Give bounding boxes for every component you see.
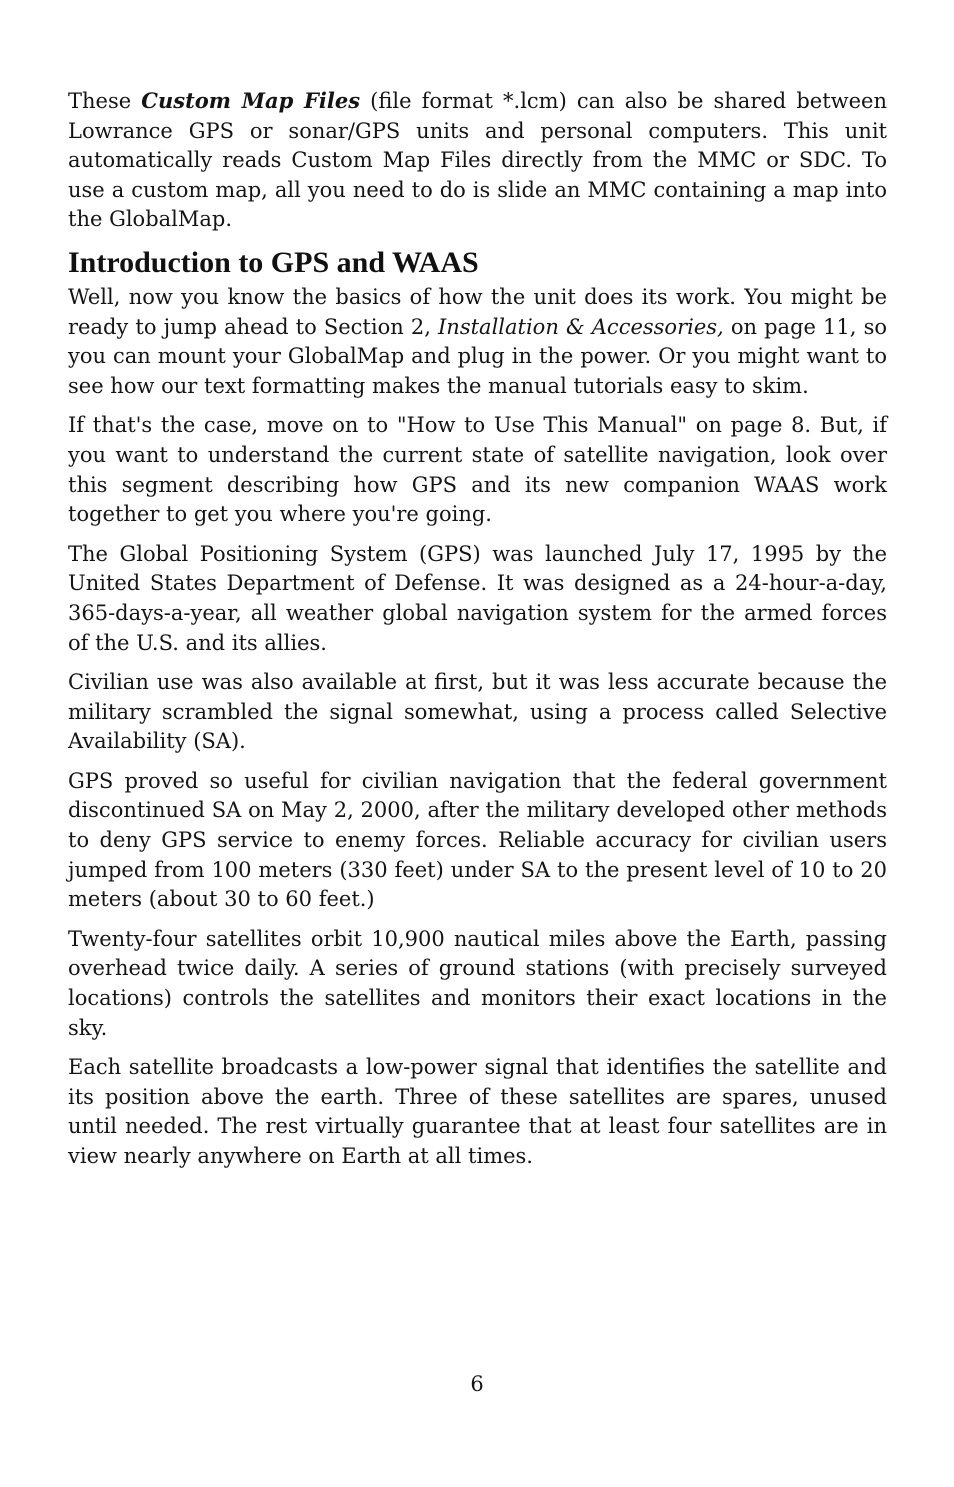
basics-text-start: Well, now you know the basics of how the unit does its work. You might be ready to jump ahead to Section 2,: [68, 284, 887, 339]
paragraph-sa-discontinued: GPS proved so useful for civilian navigation that the federal government discontinued SA on May 2, 2000, after the military developed other methods to deny GPS service to enemy forces. Reliable accuracy for civilian users jumped from 100 meters (330 feet) under SA to the present level of 10 to 20 meters (about 30 to 60 feet.): [68, 768, 887, 912]
basics-text-end: on page 11, so you can mount your GlobalMap and plug in the power. Or you might want to see how our text formatting makes the manual tutorials easy to skim.: [68, 314, 887, 398]
page-number: 6: [470, 1372, 484, 1396]
section-heading: Introduction to GPS and WAAS: [68, 245, 479, 279]
intro-text-end: (file format *.lcm) can also be shared between Lowrance GPS or sonar/GPS units and personal computers. This unit automatically reads Custom Map Files directly from the MMC or SDC. To use a custom map, all you need to do is slide an MMC containing a map into the GlobalMap.: [68, 89, 887, 232]
paragraph-manual-reference: If that's the case, move on to "How to Use This Manual" on page 8. But, if you want to understand the current state of satellite navigation, look over this segment describing how GPS and its new companion WAAS work together to get you where you're going.: [68, 413, 887, 527]
intro-text-start: These: [68, 89, 142, 113]
paragraph-satellite-orbits: Twenty-four satellites orbit 10,900 nautical miles above the Earth, passing overhead twice daily. A series of ground stations (with precisely surveyed locations) controls the satellites and monitors their exact locations in the sky.: [68, 926, 887, 1040]
manual-page-body: [68, 86, 887, 1182]
custom-map-files-paragraph: [68, 86, 887, 235]
paragraph-gps-launch: The Global Positioning System (GPS) was launched July 17, 1995 by the United States Department of Defense. It was designed as a 24-hour-a-day, 365-days-a-year, all weather global navigation system for the armed forces of the U.S. and its allies.: [68, 541, 887, 655]
paragraph-selective-availability: Civilian use was also available at first, but it was less accurate because the military scrambled the signal somewhat, using a process called Selective Availability (SA).: [68, 670, 887, 754]
custom-map-files-term: Custom Map Files: [141, 88, 361, 113]
paragraph-basics: [68, 283, 887, 401]
paragraph-satellite-signal: Each satellite broadcasts a low-power signal that identifies the satellite and its position above the earth. Three of these satellites are spares, unused until needed. The rest virtually guarantee that at least four satellites are in view nearly anywhere on Earth at all times.: [68, 1055, 887, 1168]
section-reference: Installation & Accessories,: [438, 314, 724, 339]
